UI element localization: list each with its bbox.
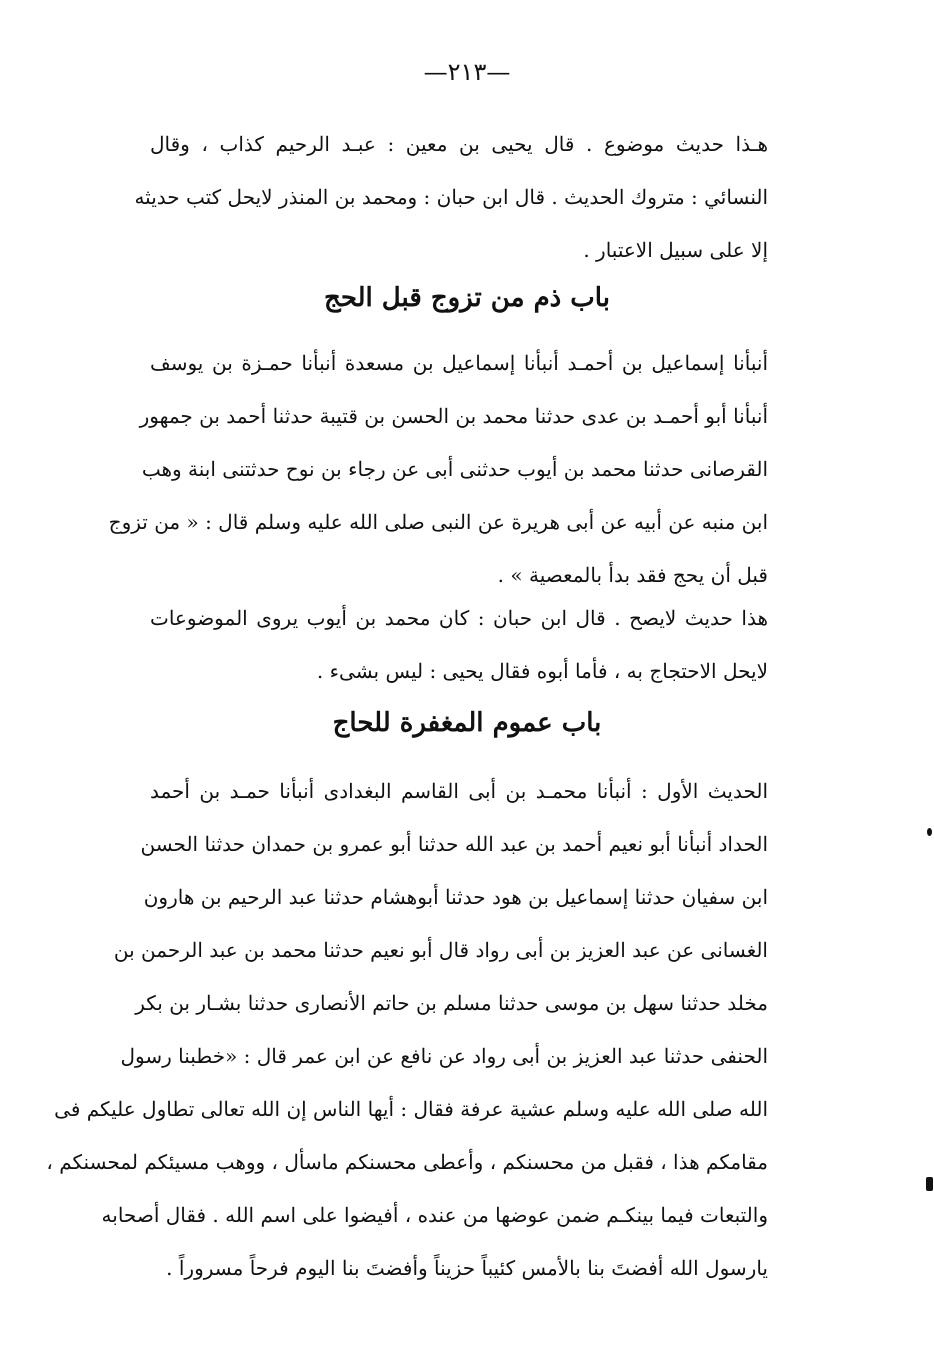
paragraph-hadith-forgiveness: [46, 765, 768, 1295]
text-line: قبل أن يحج فقد بدأ بالمعصية » .: [497, 563, 768, 587]
text-line: الغسانى عن عبد العزيز بن أبى رواد قال أبو نعيم حدثنا محمد بن عبد الرحمن بن: [113, 938, 768, 962]
margin-dot-mark: [927, 828, 932, 836]
text-line: ابن سفيان حدثنا إسماعيل بن هود حدثنا أبوهشام حدثنا عبد الرحيم بن هارون: [143, 885, 768, 909]
text-line: ابن منبه عن أبيه عن أبى هريرة عن النبى صلى الله عليه وسلم قال : « من تزوج: [108, 510, 768, 534]
text-line: الحنفى حدثنا عبد العزيز بن أبى رواد عن نافع عن ابن عمر قال : «خطبنا رسول: [120, 1044, 768, 1068]
text-line: أنبأنا أبو أحمـد بن عدى حدثنا محمد بن الحسن بن قتيبة حدثنا أحمد بن جمهور: [139, 404, 768, 428]
section-heading-forgiveness-for-pilgrim: باب عموم المغفرة للحاج: [332, 708, 602, 738]
text-line: الله صلى الله عليه وسلم عشية عرفة فقال : أيها الناس إن الله تعالى تطاول عليكم فى: [54, 1097, 768, 1121]
text-line: الحداد أنبأنا أبو نعيم أحمد بن عبد الله حدثنا أبو عمرو بن حمدان حدثنا الحسن: [140, 832, 768, 856]
section-heading-marriage-before-hajj: باب ذم من تزوج قبل الحج: [324, 283, 610, 313]
text-line: النسائي : متروك الحديث . قال ابن حبان : ومحمد بن المنذر لايحل كتب حديثه: [134, 185, 768, 209]
paragraph-intro: [134, 118, 768, 277]
text-line: يارسول الله أفضتَ بنا بالأمس كئيباً حزيناً وأفضتَ بنا اليوم فرحاً مسروراً .: [166, 1256, 768, 1280]
text-line: مخلد حدثنا سهل بن موسى حدثنا مسلم بن حاتم الأنصارى حدثنا بشـار بن بكر: [135, 991, 768, 1015]
text-line: لايحل الاحتجاج به ، فأما أبوه فقال يحيى : ليس بشىء .: [316, 659, 768, 683]
text-line: هـذا حديث موضوع . قال يحيى بن معين : عبـد الرحيم كذاب ، وقال: [150, 132, 768, 156]
text-line: الحديث الأول : أنبأنا محمـد بن أبى القاسم البغدادى أنبأنا حمـد بن أحمد: [150, 779, 768, 803]
page-number: —٢١٣—: [423, 58, 511, 86]
paragraph-commentary: [150, 592, 768, 698]
text-line: والتبعات فيما بينكـم ضمن عوضها من عنده ، أفيضوا على اسم الله . فقال أصحابه: [101, 1203, 768, 1227]
text-line: إلا على سبيل الاعتبار .: [583, 238, 768, 262]
margin-dash-mark: [926, 1177, 933, 1191]
paragraph-hadith-marriage: [108, 337, 768, 602]
text-line: القرصانى حدثنا محمد بن أيوب حدثنى أبى عن رجاء بن نوح حدثتنى ابنة وهب: [141, 457, 768, 481]
text-line: أنبأنا إسماعيل بن أحمـد أنبأنا إسماعيل بن مسعدة أنبأنا حمـزة بن يوسف: [150, 351, 768, 375]
text-line: مقامكم هذا ، فقبل من محسنكم ، وأعطى محسنكم ماسأل ، ووهب مسيئكم لمحسنكم ،: [46, 1150, 768, 1174]
text-line: هذا حديث لايصح . قال ابن حبان : كان محمد بن أيوب يروى الموضوعات: [150, 606, 768, 630]
